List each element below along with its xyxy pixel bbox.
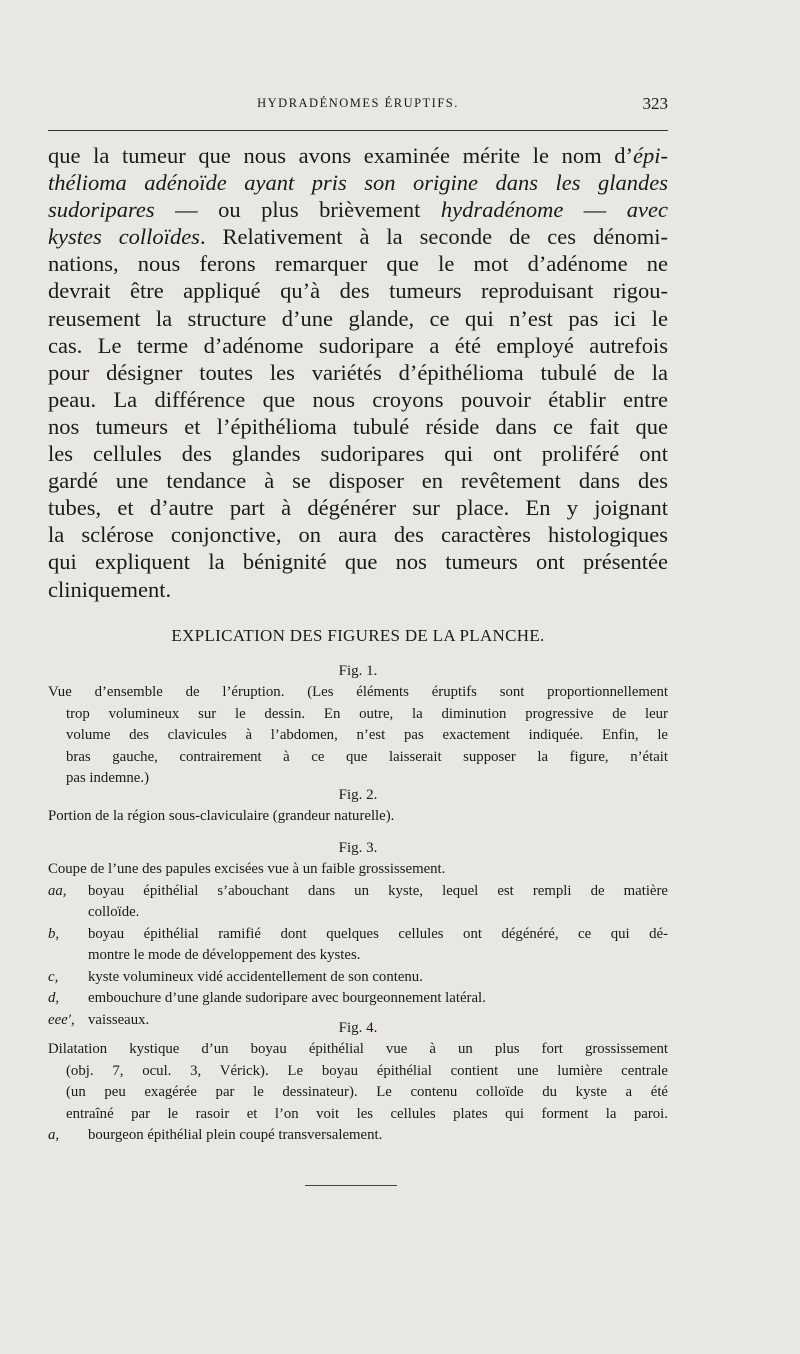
legend-item — [48, 988, 668, 1010]
figure-4-caption — [48, 1018, 668, 1147]
body-line: les cellules des glandes sudoripares qui ont proliféré ont — [48, 441, 668, 467]
legend-item — [48, 967, 668, 989]
figure-heading: Fig. 3. — [338, 840, 378, 856]
body-paragraph — [48, 142, 668, 603]
legend-item — [48, 881, 668, 924]
body-line: sudoripares — ou plus brièvement hydradénome — avec — [48, 197, 669, 223]
caption-line: Portion de la région sous-claviculaire (grandeur naturelle). — [48, 808, 395, 824]
section-title: EXPLICATION DES FIGURES DE LA PLANCHE. — [171, 626, 545, 645]
caption-line: Dilatation kystique d’un boyau épithélial vue à un plus fort grossissement — [48, 1041, 668, 1057]
legend-text: embouchure d’une glande sudoripare avec bourgeonnement latéral. — [88, 990, 486, 1006]
body-line: que la tumeur que nous avons examinée mérite le nom d’épi- — [48, 143, 668, 168]
body-line: gardé une tendance à se disposer en revêtement dans des — [48, 468, 668, 494]
body-line: peau. La différence que nous croyons pouvoir établir entre — [48, 386, 668, 412]
body-line: pour désigner toutes les variétés d’épithélioma tubulé de la — [48, 359, 668, 385]
figure-heading: Fig. 1. — [338, 663, 378, 679]
caption-line: bras gauche, contrairement à ce que laisserait supposer la figure, n’était — [66, 748, 668, 765]
caption-text — [48, 806, 668, 828]
legend-text: boyau épithélial s’abouchant dans un kyste, lequel est rempli de matière colloïde. — [88, 882, 668, 920]
body-line: cas. Le terme d’adénome sudoripare a été employé autrefois — [48, 332, 668, 358]
figure-heading: Fig. 4. — [338, 1020, 378, 1036]
body-line: reusement la structure d’une glande, ce qui n’est pas ici le — [48, 305, 668, 331]
body-line: qui expliquent la bénignité que nos tumeurs ont présentée — [48, 549, 668, 575]
legend-key: aa, — [48, 882, 67, 899]
legend-key: eee′, — [48, 1011, 75, 1028]
body-line: tubes, et d’autre part à dégénérer sur place. En y joignant — [48, 495, 668, 521]
legend-key: b, — [48, 925, 60, 942]
header-rule — [48, 130, 668, 131]
legend-key: c, — [48, 968, 59, 985]
running-title: HYDRADÉNOMES ÉRUPTIFS. — [257, 96, 459, 110]
legend-text: vaisseaux. — [88, 1011, 150, 1028]
legend-item — [48, 924, 668, 967]
figure-heading: Fig. 2. — [338, 787, 378, 803]
caption-line: trop volumineux sur le dessin. En outre, la diminution progressive de leur — [66, 705, 668, 722]
body-line: cliniquement. — [48, 576, 172, 602]
body-line: nos tumeurs et l’épithélioma tubulé réside dans ce fait que — [48, 413, 668, 439]
caption-text — [48, 859, 668, 881]
body-line: kystes colloïdes. Relativement à la seconde de ces dénomi- — [48, 224, 668, 250]
legend-key: a, — [48, 1127, 60, 1143]
figure-2-caption — [48, 785, 668, 828]
legend-text: boyau épithélial ramifié dont quelques cellules ont dégénéré, ce qui dé- montre le mode de développement des kystes. — [88, 925, 668, 963]
body-line: thélioma adénoïde ayant pris son origine dans les glandes — [48, 170, 668, 196]
body-line: devrait être appliqué qu’à des tumeurs reproduisant rigou- — [48, 278, 668, 304]
caption-line: Coupe de l’une des papules excisées vue à un faible grossissement. — [48, 861, 446, 877]
legend-item — [48, 1125, 668, 1147]
caption-line: pas indemne.) — [66, 770, 150, 786]
caption-text — [48, 1039, 668, 1125]
legend-key: d, — [48, 990, 60, 1006]
caption-text — [48, 682, 668, 790]
figure-3-caption — [48, 838, 668, 1031]
legend-text: bourgeon épithélial plein coupé transversalement. — [88, 1127, 383, 1143]
caption-line: (un peu exagérée par le dessinateur). Le contenu colloïde du kyste a été — [66, 1084, 668, 1100]
caption-line: Vue d’ensemble de l’éruption. (Les éléments éruptifs sont proportionnellement — [48, 684, 668, 700]
page-number: 323 — [642, 94, 668, 113]
figure-1-caption — [48, 661, 668, 790]
caption-line: entraîné par le rasoir et l’on voit les cellules plates qui forment la paroi. — [66, 1105, 668, 1122]
caption-line: (obj. 7, ocul. 3, Vérick). Le boyau épithélial contient une lumière centrale — [66, 1062, 668, 1079]
running-head — [48, 94, 668, 116]
caption-line: volume des clavicules à l’abdomen, n’est pas exactement indiquée. Enfin, le — [66, 727, 668, 743]
legend-text: kyste volumineux vidé accidentellement de son contenu. — [88, 968, 423, 985]
body-line: nations, nous ferons remarquer que le mot d’adénome ne — [48, 251, 668, 277]
end-rule — [305, 1185, 397, 1186]
body-line: la sclérose conjonctive, on aura des caractères histologiques — [48, 522, 668, 548]
